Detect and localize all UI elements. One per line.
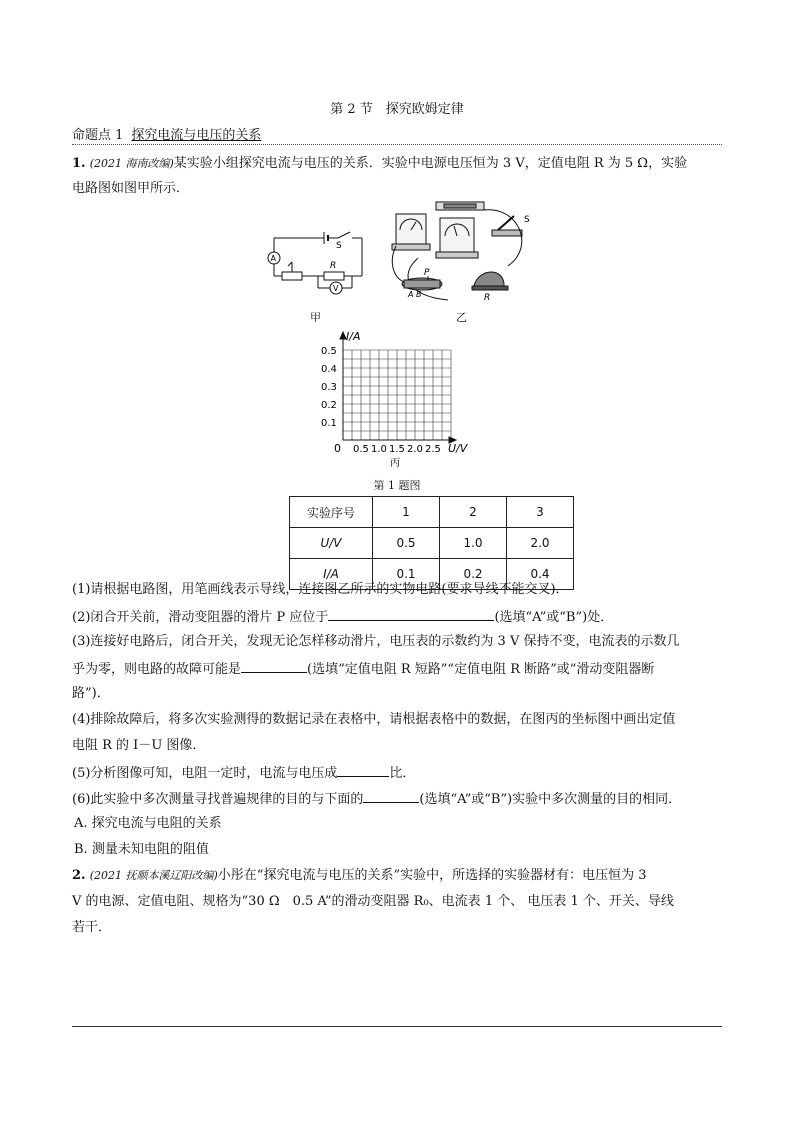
x-tick-label: 1.0 [371,444,387,455]
footer-divider [72,1026,722,1027]
q1-part-3-hint: (选填“定值电阻 R 短路”“定值电阻 R 断路”或“滑动变阻器断 [307,662,655,677]
resistor-label: R [330,261,337,271]
switch-label: S [336,241,342,251]
apparatus-slider-label: P [424,268,430,278]
q1-part-5-text: (5)分析图像可知，电阻一定时，电流与电压成 [72,766,338,781]
table-header-row [290,497,574,528]
table-header-cell: 1 [373,497,440,528]
y-tick-label: 0.3 [321,382,337,393]
apparatus-resistor-label: R [484,293,491,303]
section-heading [72,128,261,144]
q2-stem-3: 若干． [72,920,112,935]
y-tick-label: 0.1 [321,418,337,429]
table-cell: 0.1 [373,559,440,590]
q1-part-1: (1)请根据电路图，用笔画线表示导线，连接图乙所示的实物电路(要求导线不能交叉)． [72,582,569,597]
q1-part-6-hint: (选填“A”或“B”)实验中多次测量的目的相同． [419,792,682,807]
answer-blank[interactable] [328,608,494,621]
q1-part-5 [72,764,415,782]
y-tick-label: 0.2 [321,400,337,411]
x-tick-label: 2.5 [425,444,441,455]
q1-part-3-text: 乎为零，则电路的故障可能是 [72,662,242,677]
q2-stem-1: 小彤在“探究电流与电压的关系”实验中，所选择的实验器材有：电压恒为 3 [217,868,647,883]
x-tick-label: 1.5 [389,444,405,455]
figure-caption: 第 1 题图 [373,479,421,492]
table-cell: 2.0 [507,528,574,559]
apparatus-yi [388,196,538,304]
section-divider [72,144,722,145]
q1-line1 [72,156,687,172]
graph-xlabel: U/V [448,442,468,455]
graph-ylabel: I/A [346,330,361,343]
q1-part-3-line1: (3)连接好电路后，闭合开关，发现无论怎样移动滑片，电压表的示数约为 3 V 保持不变，电流表的示数几 [72,634,680,649]
ammeter-label: A [270,254,276,263]
q2-line1 [72,868,647,884]
table-header-cell: 3 [507,497,574,528]
q1-stem-1: 某实验小组探究电流与电压的关系．实验中电源电压恒为 3 V，定值电阻 R 为 5 Ω，实验 [173,156,688,171]
answer-blank[interactable] [241,660,307,673]
section-text: 探究电流与电压的关系 [131,128,262,143]
voltmeter-label: V [333,284,339,293]
data-table [289,496,574,590]
q1-part-4-line1: (4)排除故障后，将多次实验测得的数据记录在表格中，请根据表格中的数据，在图丙的坐标图中画出定值 [72,712,676,727]
q1-part-3-line2 [72,660,654,678]
option-b: B. 测量未知电阻的阻值 [74,842,209,857]
q1-part-6 [72,790,681,808]
answer-blank[interactable] [363,790,419,803]
q1-part-2 [72,608,613,626]
table-cell: 0.4 [507,559,574,590]
y-tick-label: 0.4 [321,364,337,375]
q1-part-5-tail: 比． [389,766,416,781]
fig-label-jia: 甲 [310,311,321,324]
q1-part-6-text: (6)此实验中多次测量寻找普遍规律的目的与下面的 [72,792,364,807]
table-cell: 1.0 [440,528,507,559]
q2-number: 2. [72,868,86,883]
graph-origin: 0 [334,442,341,455]
table-row [290,528,574,559]
q1-part-3-line3: 路”)． [72,686,110,701]
q1-number: 1. [72,156,86,171]
table-cell: 0.5 [373,528,440,559]
apparatus-switch-label: S [524,215,530,225]
table-cell: 0.2 [440,559,507,590]
fig-label-bing: 丙 [390,458,400,469]
q1-source: (2021 海南改编) [89,157,174,170]
table-header-cell: 2 [440,497,507,528]
section-label: 命题点 1 [72,128,124,143]
fig-label-yi: 乙 [456,311,467,324]
option-a: A. 探究电流与电阻的关系 [74,816,222,831]
q1-part-2-text: (2)闭合开关前，滑动变阻器的滑片 P 应位于 [72,610,329,625]
y-tick-label: 0.5 [321,346,337,357]
q1-stem-2: 电路图如图甲所示． [72,181,190,196]
page-title: 第 2 节 探究欧姆定律 [330,102,464,117]
answer-blank[interactable] [337,764,389,777]
table-row-label: U/V [290,528,373,559]
table-row-label: I/A [290,559,373,590]
q1-part-2-hint: (选填“A”或“B”)处． [494,610,614,625]
x-tick-label: 0.5 [353,444,369,455]
coordinate-grid-bing [318,328,478,480]
apparatus-ab-label: A B [408,290,422,299]
circuit-diagram-jia [262,228,372,303]
q1-part-4-line2: 电阻 R 的 I－U 图像． [72,738,206,753]
table-header-cell: 实验序号 [290,497,373,528]
q2-stem-2: V 的电源、定值电阻、规格为“30 Ω 0.5 A”的滑动变阻器 R₀、电流表 1 个、 电压表 1 个、开关、导线 [72,894,674,909]
q2-source: (2021 抚顺本溪辽阳改编) [89,869,218,882]
x-tick-label: 2.0 [407,444,423,455]
